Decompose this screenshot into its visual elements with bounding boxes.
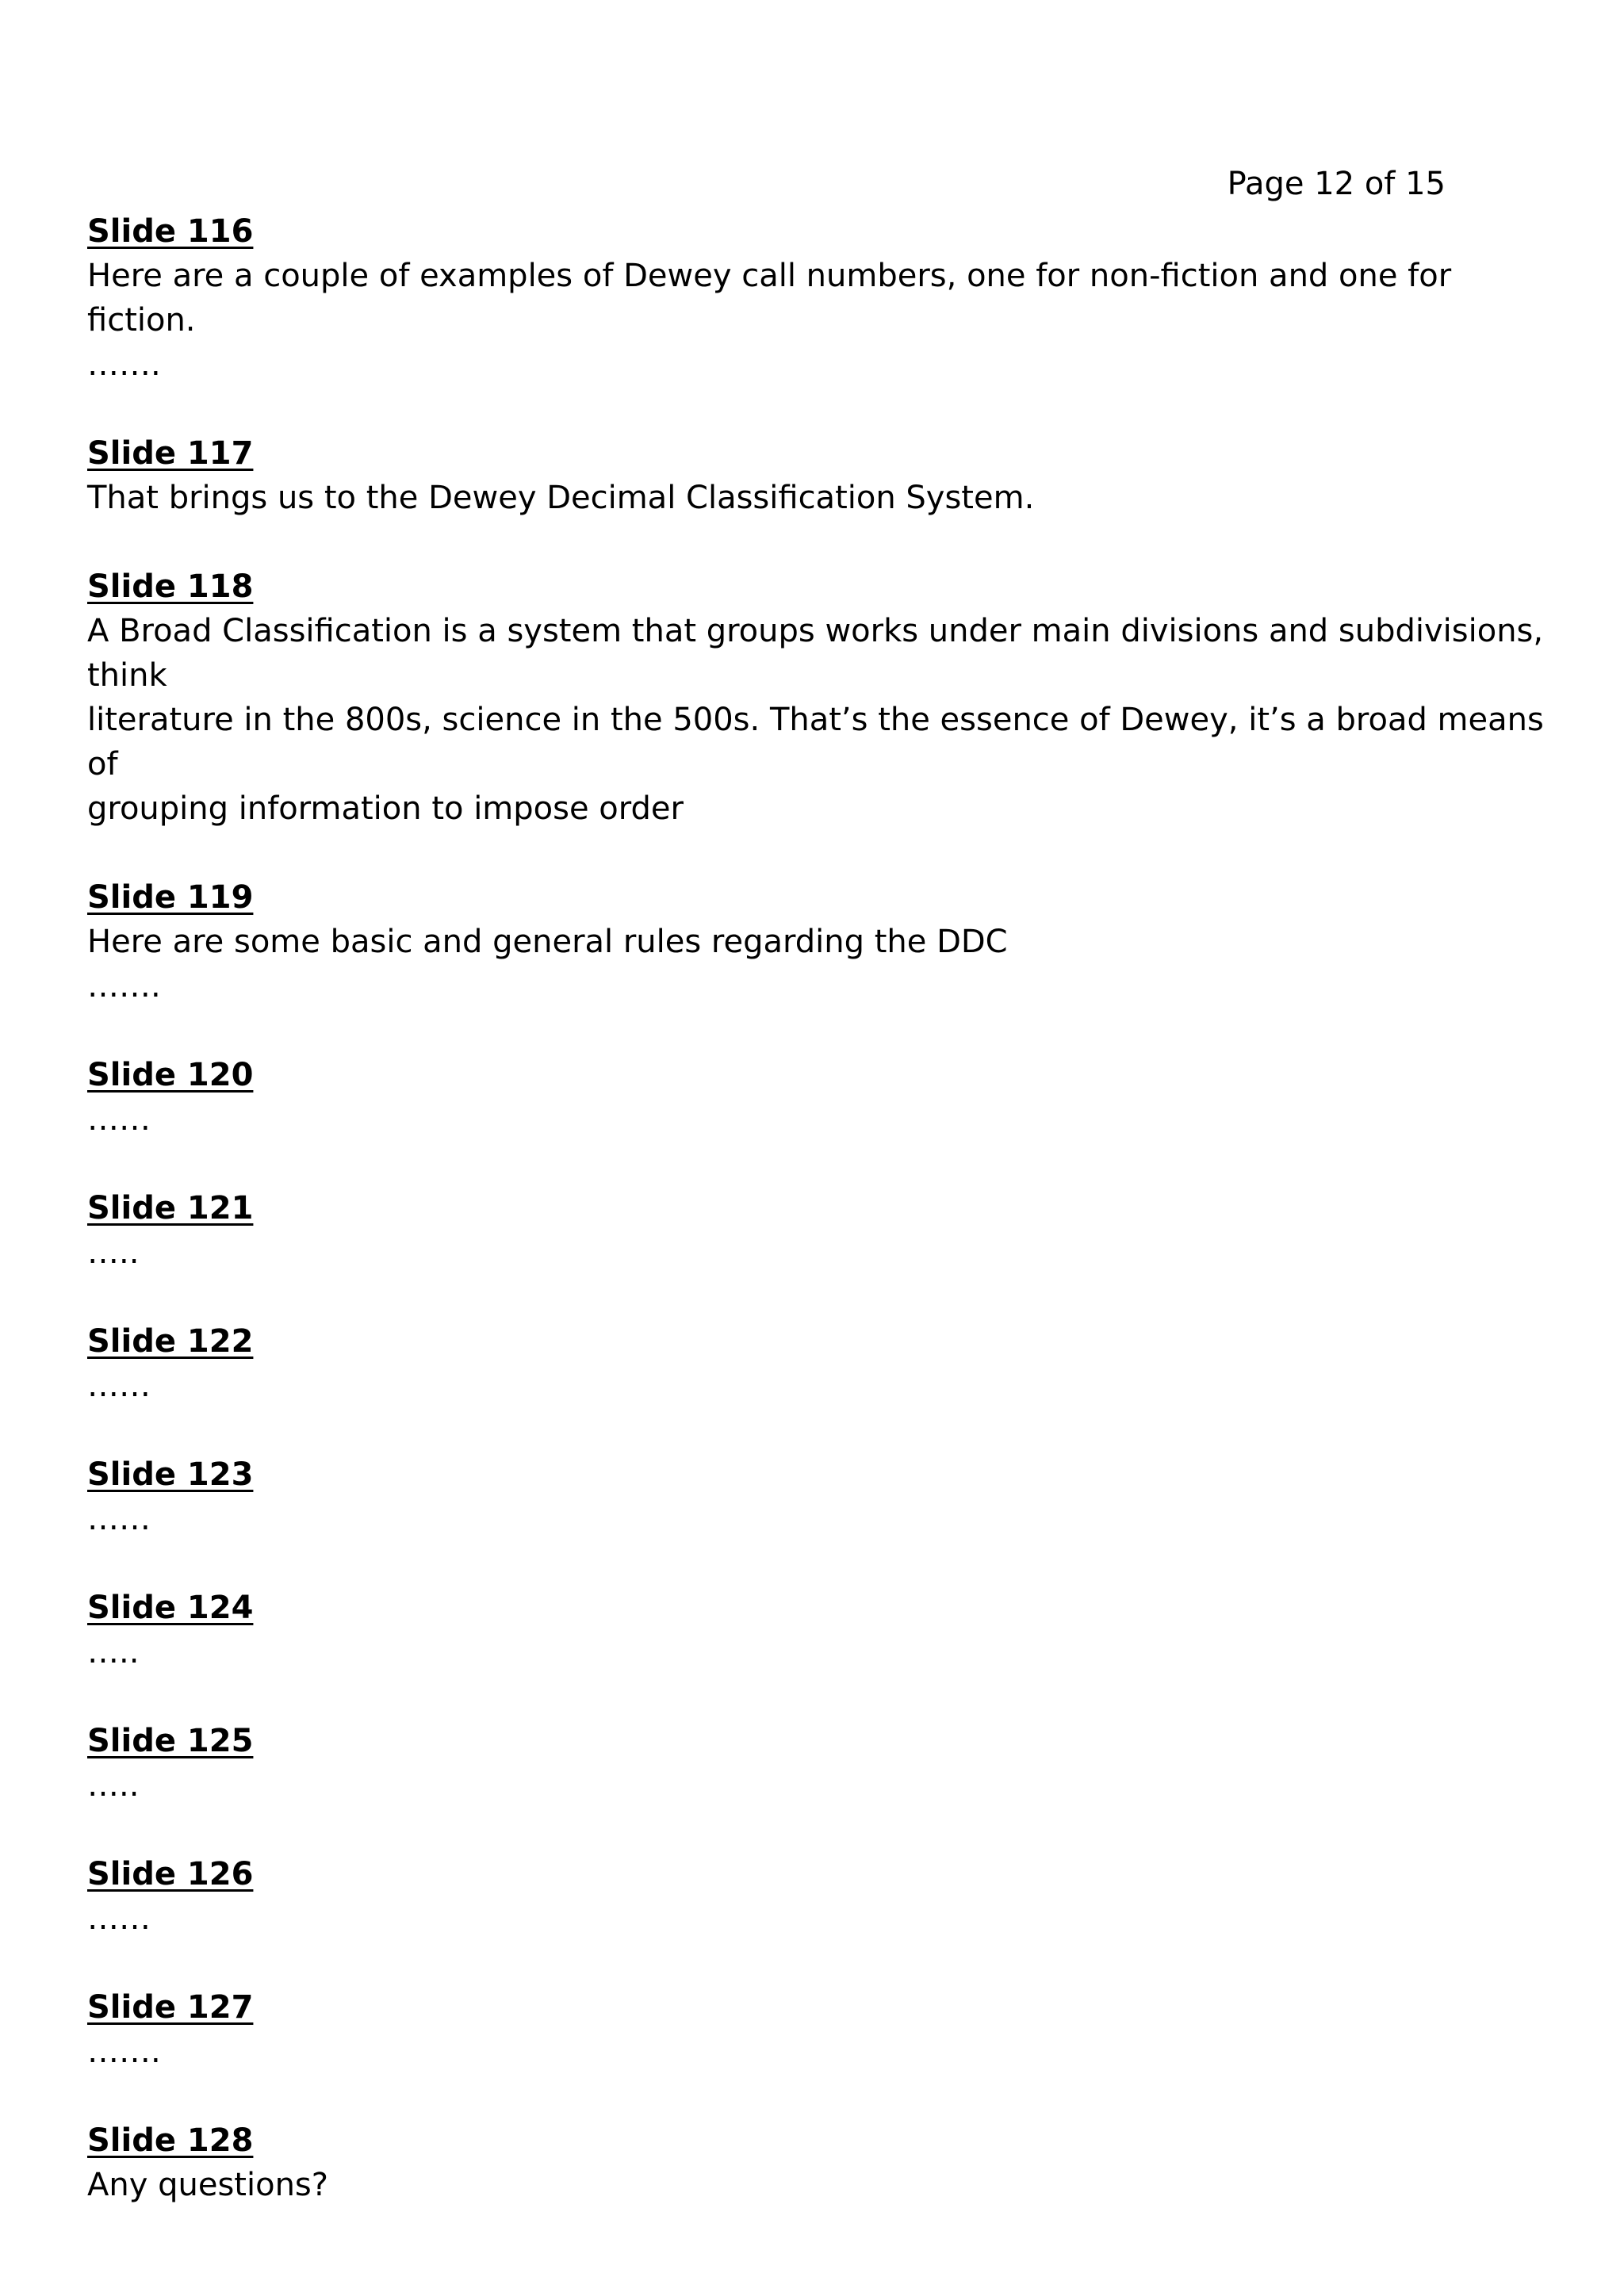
slide-title: Slide 127 [87,1989,254,2026]
slide-title: Slide 118 [87,568,254,605]
slide-note [87,1053,1546,1142]
slide-note [87,1586,1546,1674]
slide-title: Slide 126 [87,1856,254,1892]
slide-note [87,209,1546,387]
slide-note [87,1719,1546,1808]
slide-note [87,1985,1546,2074]
slide-text: ……. [87,968,161,1004]
slide-note [87,2118,1546,2207]
slide-note [87,1186,1546,1275]
slide-title: Slide 120 [87,1057,254,1093]
slide-note [87,564,1546,831]
slide-text: ……. [87,346,161,383]
slide-title: Slide 119 [87,879,254,916]
slide-title: Slide 128 [87,2122,254,2159]
slide-text: ….. [87,1767,140,1804]
slide-text: ….. [87,1234,140,1271]
slide-title: Slide 116 [87,213,254,250]
slide-text: That brings us to the Dewey Decimal Classification System. [87,480,1035,516]
slide-text: …… [87,1101,151,1138]
slide-text: …… [87,1368,151,1404]
slide-note [87,875,1546,1008]
slide-title: Slide 122 [87,1323,254,1360]
slide-title: Slide 117 [87,435,254,472]
slide-title: Slide 125 [87,1723,254,1759]
slide-text: ……. [87,2034,161,2070]
slide-text: Any questions? [87,2167,328,2203]
slide-title: Slide 121 [87,1190,254,1226]
page-number: Page 12 of 15 [1227,166,1446,202]
slide-text: …… [87,1501,151,1537]
slide-note [87,1319,1546,1408]
slide-text: literature in the 800s, science in the 500s. That’s the essence of Dewey, it’s a broad means of [87,702,1544,783]
slide-note [87,1452,1546,1541]
slide-text: …… [87,1900,151,1937]
slide-note [87,1852,1546,1941]
slide-note [87,431,1546,520]
slide-text: A Broad Classification is a system that groups works under main divisions and subdivisions, think [87,613,1544,694]
slide-text: Here are a couple of examples of Dewey call numbers, one for non-fiction and one for fiction. [87,258,1452,339]
slide-text: ….. [87,1634,140,1670]
slide-title: Slide 123 [87,1456,254,1493]
slide-text: Here are some basic and general rules regarding the DDC [87,924,1008,960]
slide-notes [87,209,1546,2252]
slide-text: grouping information to impose order [87,790,684,827]
slide-title: Slide 124 [87,1590,254,1626]
